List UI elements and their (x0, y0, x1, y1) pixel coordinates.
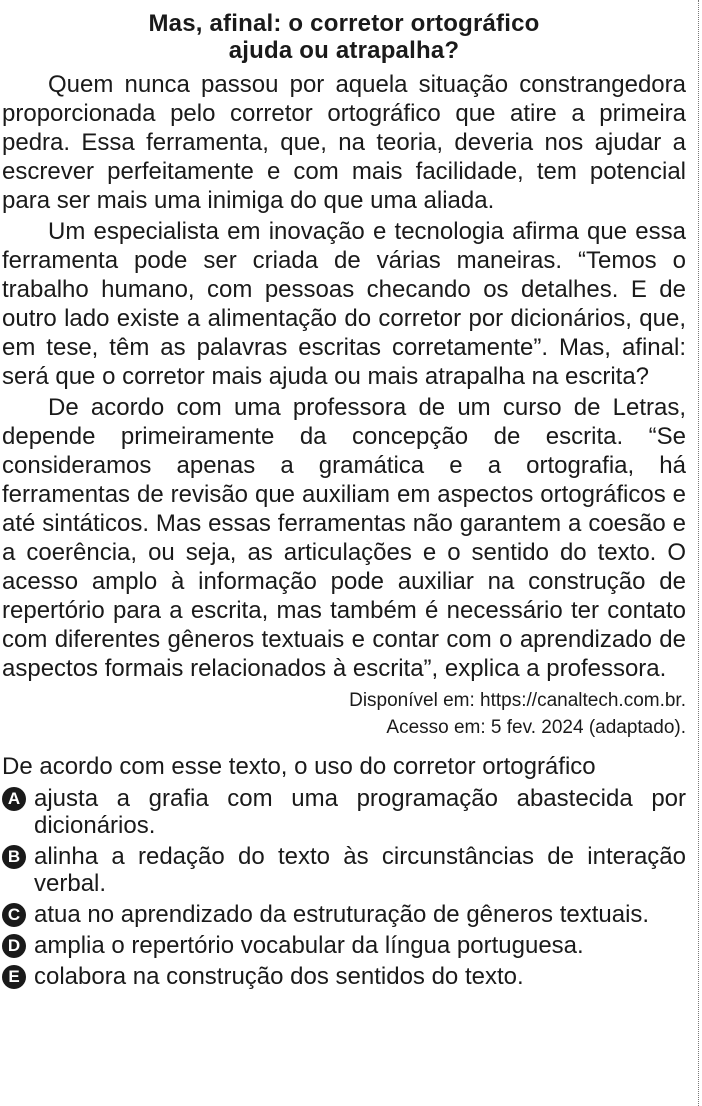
article-paragraph-3: De acordo com uma professora de um curso de Letras, depende primeiramente da concepção de escrita. “Se consideramos apenas a gramática e a ortografia, há ferramentas de revisão que auxiliam em aspectos ortográficos e até sintáticos. Mas essas ferramentas não garantem a coesão e a coerência, ou seja, as articulações e o sentido do texto. O acesso amplo à informação pode auxiliar na construção de repertório para a escrita, mas também é necessário ter contato com diferentes gêneros textuais e contar com o aprendizado de aspectos formais relacionados à escrita”, explica a professora. (2, 394, 686, 682)
article-paragraph-1: Quem nunca passou por aquela situação constrangedora proporcionada pelo corretor ortográfico que atire a primeira pedra. Essa ferramenta, que, na teoria, deveria nos ajudar a escrever perfeitamente e com mais facilidade, tem potencial para ser mais uma inimiga do que uma aliada. (2, 71, 686, 214)
option-b-letter-badge: B (2, 845, 26, 869)
option-d-letter-badge: D (2, 934, 26, 958)
answer-option-a[interactable] (2, 785, 686, 839)
answer-option-e[interactable] (2, 963, 686, 990)
article-title (2, 10, 686, 64)
option-d-text: amplia o repertório vocabular da língua portuguesa. (34, 932, 584, 959)
answer-option-c[interactable] (2, 901, 686, 928)
answer-option-b[interactable] (2, 843, 686, 897)
answer-options (2, 785, 686, 990)
option-a-text: ajusta a grafia com uma programação abastecida por dicionários. (34, 785, 686, 839)
source-citation (2, 687, 686, 741)
option-b-text: alinha a redação do texto às circunstâncias de interação verbal. (34, 843, 686, 897)
article-paragraph-2: Um especialista em inovação e tecnologia afirma que essa ferramenta pode ser criada de várias maneiras. “Temos o trabalho humano, com pessoas checando os detalhes. E de outro lado existe a alimentação do corretor por dicionários, que, em tese, têm as palavras escritas corretamente”. Mas, afinal: será que o corretor mais ajuda ou mais atrapalha na escrita? (2, 218, 686, 390)
option-c-text: atua no aprendizado da estruturação de gêneros textuais. (34, 901, 650, 928)
source-url: Disponível em: https://canaltech.com.br. (349, 690, 686, 711)
access-date: Acesso em: 5 fev. 2024 (adaptado). (386, 717, 686, 738)
option-c-letter-badge: C (2, 903, 26, 927)
option-a-letter-badge: A (2, 787, 26, 811)
option-e-text: colabora na construção dos sentidos do texto. (34, 963, 524, 990)
article-title-line-2: ajuda ou atrapalha? (228, 37, 460, 64)
column-divider (698, 0, 701, 1106)
article-title-line-1: Mas, afinal: o corretor ortográfico (148, 10, 540, 37)
question-block (2, 10, 686, 994)
option-e-letter-badge: E (2, 965, 26, 989)
answer-option-d[interactable] (2, 932, 686, 959)
question-stem: De acordo com esse texto, o uso do corretor ortográfico (2, 753, 596, 780)
